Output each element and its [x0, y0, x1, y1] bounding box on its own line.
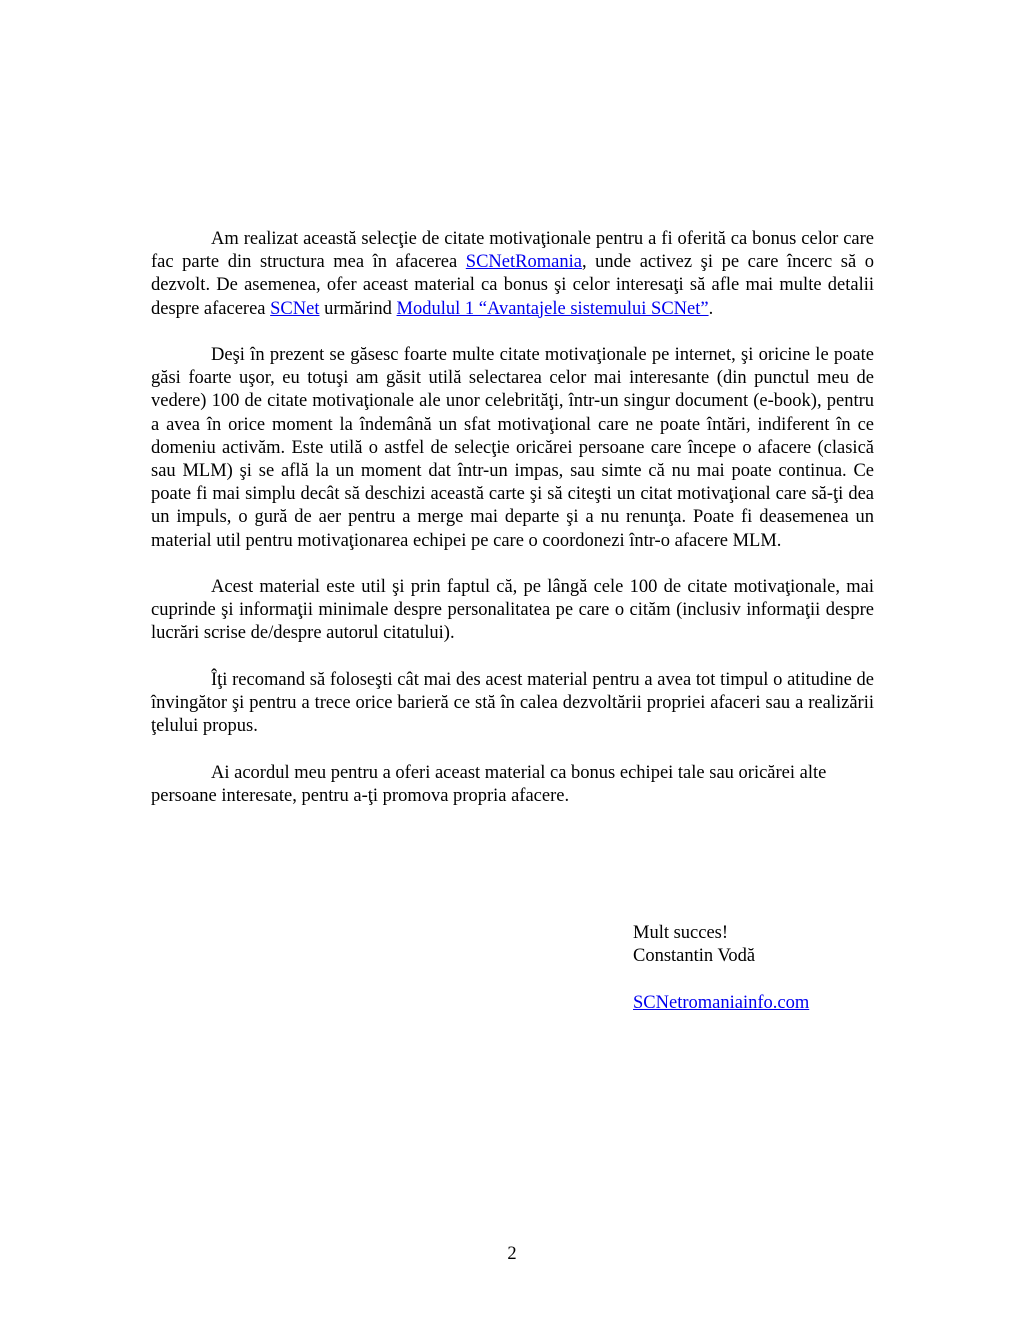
paragraph-intro-text-4: . — [708, 298, 714, 319]
paragraph-intro-text-3: urmărind — [319, 298, 397, 319]
signature-closing: Mult succes! — [633, 923, 729, 943]
paragraph-intro-text-1: Am realizat această selecţie de citate motivaţionale pentru a fi oferită ca bonus celor care fac parte din structura mea în afacerea — [151, 229, 874, 273]
scnet-link[interactable]: SCNet — [270, 298, 320, 319]
website-link[interactable]: SCNetromaniainfo.com — [633, 992, 810, 1013]
paragraph-usefulness: Acest material este util şi prin faptul că, pe lângă cele 100 de citate motivaţionale, mai cuprinde şi informaţii minimale despre personalitatea pe care o cităm (inclusiv informaţii despre lucrări scrise de/despre autorul citatului). — [151, 577, 874, 644]
paragraph-permission: Ai acordul meu pentru a oferi aceast material ca bonus echipei tale sau oricărei alte persoane interesate, pentru a-ţi promova propria afacere. — [151, 762, 827, 806]
document-body — [151, 228, 874, 831]
scnetromania-link[interactable]: SCNetRomania — [465, 252, 582, 273]
paragraph-intro-text-2: , unde activez şi pe care încerc să o dezvolt. De asemenea, ofer aceast material ca bonus şi celor interesaţi să afle mai multe detalii despre afacerea — [151, 252, 874, 319]
modulul-1-link[interactable]: Modulul 1 “Avantajele sistemului SCNet” — [396, 298, 709, 319]
signature-spacer — [633, 968, 809, 991]
signature-name: Constantin Vodă — [633, 946, 756, 967]
paragraph-recommendation: Îţi recomand să foloseşti cât mai des acest material pentru a avea tot timpul o atitudine de învingător şi pentru a trece orice barieră ce stă în calea dezvoltării propriei afaceri sau a realizării ţelului propus. — [151, 669, 874, 737]
signature-block — [633, 922, 809, 1015]
paragraph-intro — [151, 228, 874, 321]
paragraph-motivation: Deşi în prezent se găsesc foarte multe citate motivaţionale pe internet, şi oricine le poate găsi foarte uşor, eu totuşi am găsit utilă selectarea celor mai interesante (din punctul meu de vedere) 100 de citate motivaţionale ale unor celebrităţi, într-un singur document (e-book), pentru a avea în orice moment la îndemână un sfat motivaţional care ne poate întări, indiferent în ce domeniu activăm. Este utilă o astfel de selecţie oricărei persoane care începe o afacere (clasică sau MLM) şi se află la un moment dat într-un impas, sau simte că nu mai poate continua. Ce poate fi mai simplu decât să deschizi această carte şi să citeşti un citat motivaţional care să-ţi dea un impuls, o gură de aer pentru a merge mai departe şi a nu renunţa. Poate fi deasemenea un material util pentru motivaţionarea echipei pe care o coordonezi într-o afacere MLM. — [151, 345, 874, 551]
page-number: 2 — [507, 1244, 517, 1264]
